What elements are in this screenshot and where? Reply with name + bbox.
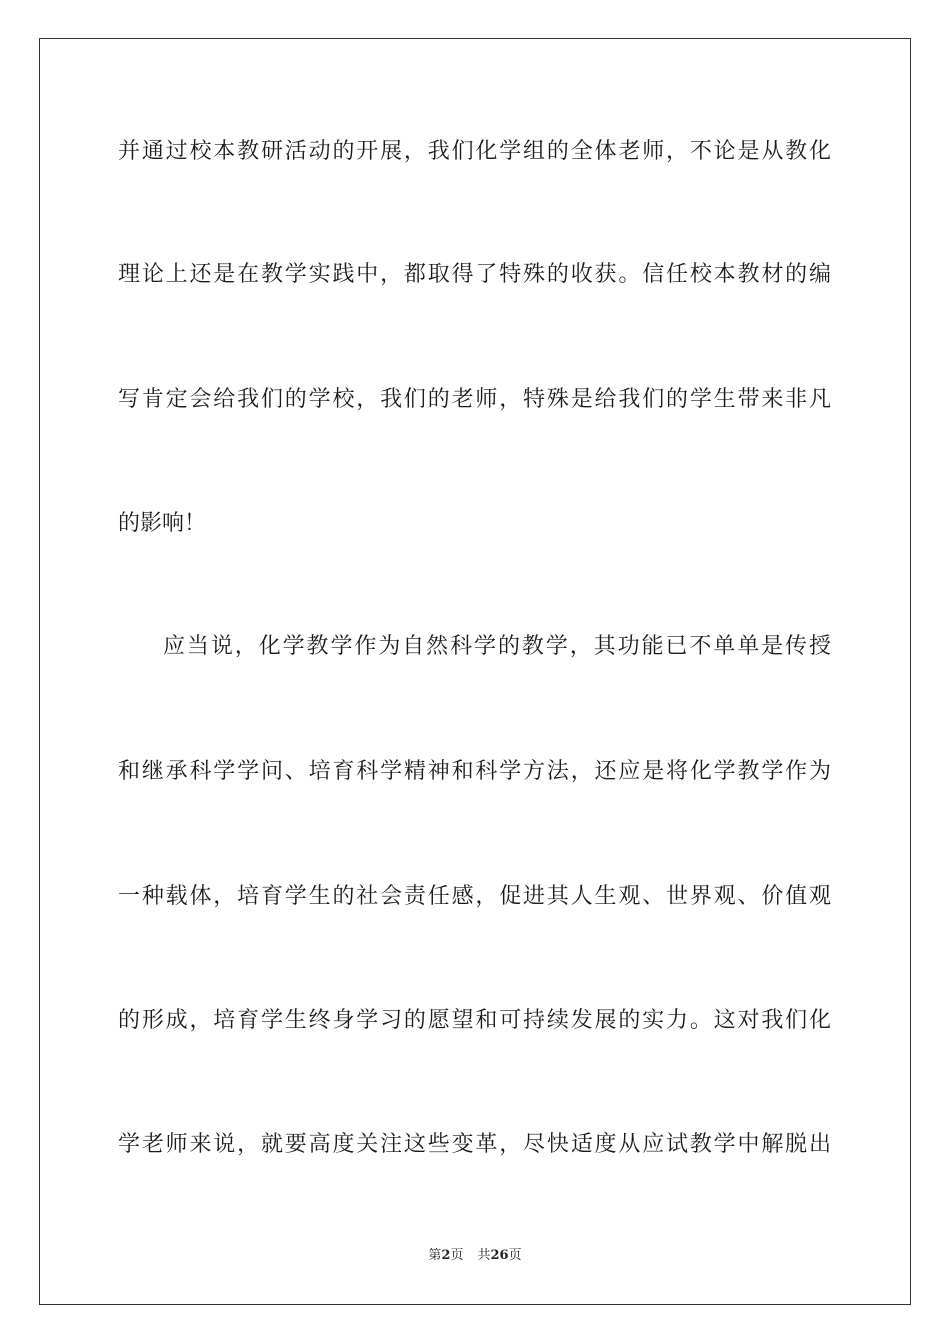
footer-total-prefix: 共 — [477, 1248, 491, 1263]
body-line-4: 的影响！ — [118, 511, 207, 536]
body-line-8: 的形成，培育学生终身学习的愿望和可持续发展的实力。这对我们化 — [118, 1008, 831, 1033]
body-line-3: 写肯定会给我们的学校，我们的老师，特殊是给我们的学生带来非凡 — [118, 387, 831, 412]
footer-page-prefix: 第 — [428, 1248, 442, 1263]
page-border — [39, 38, 911, 1305]
footer-page-suffix: 页 — [450, 1248, 464, 1263]
body-line-5: 应当说，化学教学作为自然科学的教学，其功能已不单单是传授 — [163, 634, 831, 659]
body-line-7: 一种载体，培育学生的社会责任感，促进其人生观、世界观、价值观 — [118, 884, 831, 909]
body-line-1: 并通过校本教研活动的开展，我们化学组的全体老师，不论是从教化 — [118, 139, 831, 164]
body-line-6: 和继承科学学问、培育科学精神和科学方法，还应是将化学教学作为 — [118, 759, 831, 784]
body-line-2: 理论上还是在教学实践中，都取得了特殊的收获。信任校本教材的编 — [118, 262, 831, 287]
body-line-9: 学老师来说，就要高度关注这些变革，尽快适度从应试教学中解脱出 — [118, 1132, 831, 1157]
footer-page-number: 2 — [441, 1248, 451, 1263]
footer-total-suffix: 页 — [508, 1248, 522, 1263]
footer-total-pages: 26 — [490, 1248, 509, 1263]
page-footer — [0, 1247, 950, 1265]
